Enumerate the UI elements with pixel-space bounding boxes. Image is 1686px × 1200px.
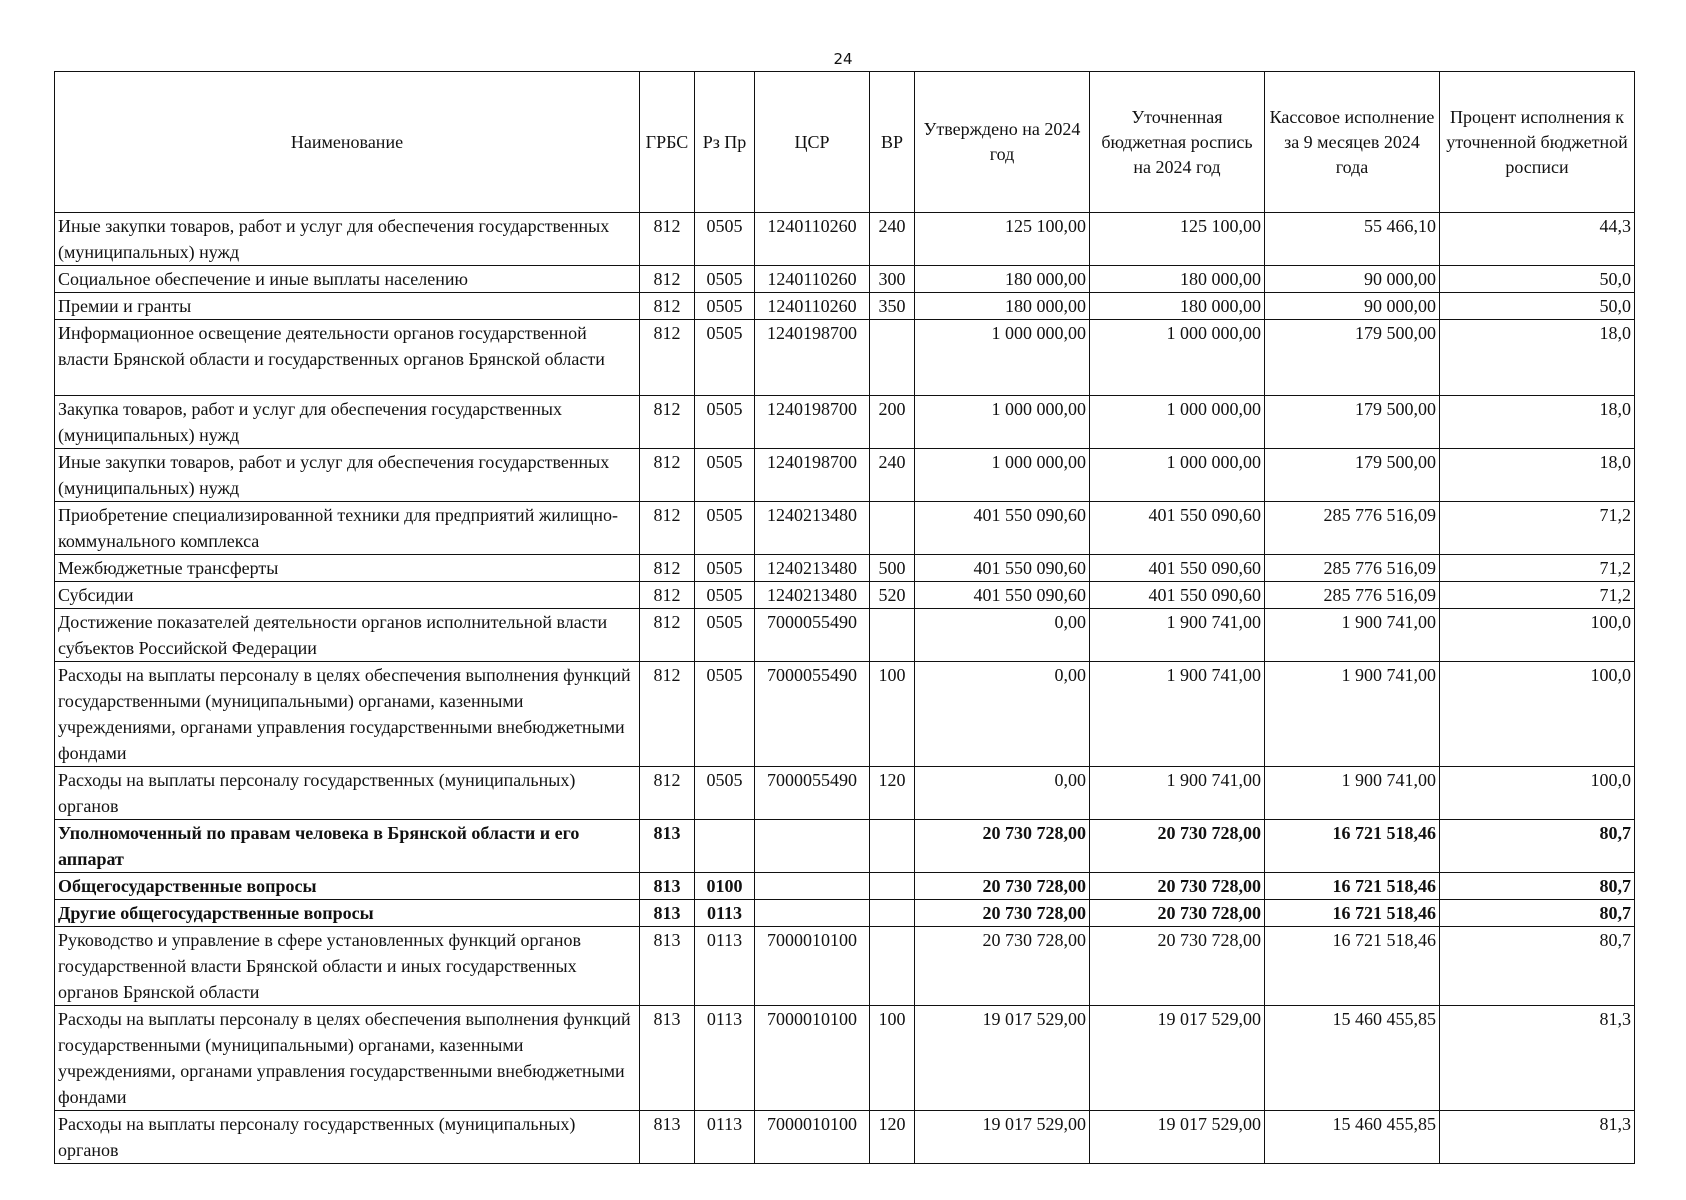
row-cash: 16 721 518,46 <box>1265 873 1440 900</box>
row-vr: 520 <box>870 582 915 609</box>
row-rzpr: 0505 <box>695 293 755 320</box>
row-percent: 50,0 <box>1440 266 1635 293</box>
row-cash: 1 900 741,00 <box>1265 609 1440 662</box>
row-refined: 401 550 090,60 <box>1090 582 1265 609</box>
row-cash: 90 000,00 <box>1265 293 1440 320</box>
row-grbs: 813 <box>640 1006 695 1111</box>
table-row <box>55 900 1635 927</box>
row-approved: 401 550 090,60 <box>915 582 1090 609</box>
row-approved: 125 100,00 <box>915 213 1090 266</box>
header-csr: ЦСР <box>755 72 870 213</box>
row-name: Расходы на выплаты персоналу государственных (муниципальных) органов <box>55 1111 640 1164</box>
row-percent: 18,0 <box>1440 396 1635 449</box>
row-percent: 80,7 <box>1440 820 1635 873</box>
row-vr <box>870 609 915 662</box>
row-name: Другие общегосударственные вопросы <box>55 900 640 927</box>
row-cash: 179 500,00 <box>1265 320 1440 396</box>
row-rzpr: 0113 <box>695 1111 755 1164</box>
budget-execution-table <box>54 71 1635 1164</box>
row-refined: 19 017 529,00 <box>1090 1111 1265 1164</box>
row-percent: 18,0 <box>1440 449 1635 502</box>
row-name: Иные закупки товаров, работ и услуг для обеспечения государственных (муниципальных) нужд <box>55 213 640 266</box>
row-vr: 100 <box>870 662 915 767</box>
row-grbs: 812 <box>640 320 695 396</box>
row-refined: 180 000,00 <box>1090 266 1265 293</box>
row-rzpr: 0505 <box>695 396 755 449</box>
row-approved: 20 730 728,00 <box>915 927 1090 1006</box>
row-vr: 500 <box>870 555 915 582</box>
row-rzpr: 0505 <box>695 555 755 582</box>
row-grbs: 812 <box>640 396 695 449</box>
row-cash: 1 900 741,00 <box>1265 767 1440 820</box>
row-grbs: 812 <box>640 502 695 555</box>
table-row <box>55 293 1635 320</box>
row-vr <box>870 873 915 900</box>
row-refined: 1 000 000,00 <box>1090 396 1265 449</box>
table-row <box>55 927 1635 1006</box>
row-name: Премии и гранты <box>55 293 640 320</box>
row-rzpr: 0100 <box>695 873 755 900</box>
row-percent: 81,3 <box>1440 1111 1635 1164</box>
row-cash: 16 721 518,46 <box>1265 900 1440 927</box>
header-approved: Утверждено на 2024 год <box>915 72 1090 213</box>
header-grbs: ГРБС <box>640 72 695 213</box>
table-row <box>55 213 1635 266</box>
row-csr: 7000055490 <box>755 662 870 767</box>
row-refined: 20 730 728,00 <box>1090 820 1265 873</box>
row-rzpr: 0113 <box>695 1006 755 1111</box>
row-grbs: 812 <box>640 609 695 662</box>
row-rzpr: 0505 <box>695 582 755 609</box>
row-vr <box>870 320 915 396</box>
row-refined: 1 900 741,00 <box>1090 767 1265 820</box>
row-refined: 401 550 090,60 <box>1090 502 1265 555</box>
row-grbs: 813 <box>640 927 695 1006</box>
row-approved: 0,00 <box>915 609 1090 662</box>
row-cash: 179 500,00 <box>1265 396 1440 449</box>
row-vr <box>870 820 915 873</box>
row-approved: 401 550 090,60 <box>915 502 1090 555</box>
row-vr: 300 <box>870 266 915 293</box>
row-cash: 1 900 741,00 <box>1265 662 1440 767</box>
row-grbs: 813 <box>640 900 695 927</box>
row-cash: 16 721 518,46 <box>1265 820 1440 873</box>
row-rzpr: 0113 <box>695 900 755 927</box>
row-grbs: 812 <box>640 266 695 293</box>
row-refined: 401 550 090,60 <box>1090 555 1265 582</box>
row-approved: 19 017 529,00 <box>915 1006 1090 1111</box>
row-grbs: 812 <box>640 662 695 767</box>
row-refined: 1 000 000,00 <box>1090 449 1265 502</box>
row-vr <box>870 900 915 927</box>
row-grbs: 813 <box>640 820 695 873</box>
row-approved: 19 017 529,00 <box>915 1111 1090 1164</box>
row-csr: 1240213480 <box>755 502 870 555</box>
row-cash: 90 000,00 <box>1265 266 1440 293</box>
table-row <box>55 609 1635 662</box>
row-percent: 18,0 <box>1440 320 1635 396</box>
row-cash: 15 460 455,85 <box>1265 1111 1440 1164</box>
row-name: Межбюджетные трансферты <box>55 555 640 582</box>
row-cash: 15 460 455,85 <box>1265 1006 1440 1111</box>
row-name: Иные закупки товаров, работ и услуг для обеспечения государственных (муниципальных) нужд <box>55 449 640 502</box>
row-csr: 1240213480 <box>755 555 870 582</box>
row-percent: 100,0 <box>1440 609 1635 662</box>
row-percent: 100,0 <box>1440 662 1635 767</box>
row-rzpr: 0505 <box>695 449 755 502</box>
row-refined: 19 017 529,00 <box>1090 1006 1265 1111</box>
row-name: Социальное обеспечение и иные выплаты населению <box>55 266 640 293</box>
row-rzpr: 0505 <box>695 609 755 662</box>
row-csr: 7000010100 <box>755 1006 870 1111</box>
header-rzpr: Рз Пр <box>695 72 755 213</box>
row-approved: 20 730 728,00 <box>915 900 1090 927</box>
row-approved: 180 000,00 <box>915 266 1090 293</box>
row-cash: 179 500,00 <box>1265 449 1440 502</box>
row-percent: 81,3 <box>1440 1006 1635 1111</box>
row-approved: 20 730 728,00 <box>915 873 1090 900</box>
page-number: 24 <box>833 50 853 68</box>
row-refined: 20 730 728,00 <box>1090 873 1265 900</box>
row-cash: 285 776 516,09 <box>1265 502 1440 555</box>
row-approved: 401 550 090,60 <box>915 555 1090 582</box>
row-refined: 20 730 728,00 <box>1090 900 1265 927</box>
row-grbs: 812 <box>640 582 695 609</box>
header-percent: Процент исполнения к уточненной бюджетной росписи <box>1440 72 1635 213</box>
row-rzpr: 0505 <box>695 266 755 293</box>
row-percent: 71,2 <box>1440 582 1635 609</box>
row-rzpr: 0505 <box>695 662 755 767</box>
row-csr: 1240110260 <box>755 293 870 320</box>
table-row <box>55 767 1635 820</box>
row-csr: 1240198700 <box>755 396 870 449</box>
row-name: Расходы на выплаты персоналу в целях обеспечения выполнения функций государственными (муниципальными) органами, казенными учреждениями, органами управления государственными внебюджетными фондами <box>55 662 640 767</box>
row-name: Информационное освещение деятельности органов государственной власти Брянской области и государственных органов Брянской области <box>55 320 640 396</box>
row-vr <box>870 927 915 1006</box>
row-approved: 0,00 <box>915 662 1090 767</box>
row-cash: 16 721 518,46 <box>1265 927 1440 1006</box>
row-name: Общегосударственные вопросы <box>55 873 640 900</box>
row-rzpr: 0505 <box>695 767 755 820</box>
row-grbs: 812 <box>640 293 695 320</box>
row-csr: 7000055490 <box>755 609 870 662</box>
table-row <box>55 873 1635 900</box>
row-name: Закупка товаров, работ и услуг для обеспечения государственных (муниципальных) нужд <box>55 396 640 449</box>
row-approved: 1 000 000,00 <box>915 449 1090 502</box>
row-refined: 1 900 741,00 <box>1090 662 1265 767</box>
table-row <box>55 449 1635 502</box>
row-vr <box>870 502 915 555</box>
row-refined: 1 900 741,00 <box>1090 609 1265 662</box>
row-percent: 71,2 <box>1440 555 1635 582</box>
row-rzpr <box>695 820 755 873</box>
row-csr: 1240110260 <box>755 213 870 266</box>
row-rzpr: 0505 <box>695 502 755 555</box>
row-cash: 285 776 516,09 <box>1265 582 1440 609</box>
row-approved: 180 000,00 <box>915 293 1090 320</box>
row-vr: 200 <box>870 396 915 449</box>
row-vr: 120 <box>870 767 915 820</box>
table-row <box>55 662 1635 767</box>
table-row <box>55 396 1635 449</box>
row-grbs: 812 <box>640 213 695 266</box>
table-row <box>55 1006 1635 1111</box>
row-percent: 71,2 <box>1440 502 1635 555</box>
header-cash: Кассовое исполнение за 9 месяцев 2024 года <box>1265 72 1440 213</box>
row-vr: 240 <box>870 449 915 502</box>
row-name: Субсидии <box>55 582 640 609</box>
row-csr: 1240213480 <box>755 582 870 609</box>
row-csr <box>755 873 870 900</box>
row-csr <box>755 900 870 927</box>
table-row <box>55 582 1635 609</box>
row-grbs: 813 <box>640 1111 695 1164</box>
row-vr: 120 <box>870 1111 915 1164</box>
row-csr: 1240198700 <box>755 449 870 502</box>
row-cash: 55 466,10 <box>1265 213 1440 266</box>
row-csr: 7000010100 <box>755 1111 870 1164</box>
row-rzpr: 0505 <box>695 213 755 266</box>
row-grbs: 813 <box>640 873 695 900</box>
row-name: Руководство и управление в сфере установленных функций органов государственной власти Брянской области и иных государственных органов Брянской области <box>55 927 640 1006</box>
row-name: Приобретение специализированной техники для предприятий жилищно-коммунального комплекса <box>55 502 640 555</box>
row-name: Расходы на выплаты персоналу государственных (муниципальных) органов <box>55 767 640 820</box>
table-header-row <box>55 72 1635 213</box>
row-cash: 285 776 516,09 <box>1265 555 1440 582</box>
row-percent: 100,0 <box>1440 767 1635 820</box>
row-vr: 240 <box>870 213 915 266</box>
header-vr: ВР <box>870 72 915 213</box>
header-refined: Уточненная бюджетная роспись на 2024 год <box>1090 72 1265 213</box>
row-percent: 44,3 <box>1440 213 1635 266</box>
row-csr: 1240198700 <box>755 320 870 396</box>
table-row <box>55 266 1635 293</box>
row-refined: 20 730 728,00 <box>1090 927 1265 1006</box>
row-csr: 7000055490 <box>755 767 870 820</box>
row-percent: 80,7 <box>1440 900 1635 927</box>
table-row <box>55 502 1635 555</box>
table-row <box>55 1111 1635 1164</box>
row-csr <box>755 820 870 873</box>
row-vr: 100 <box>870 1006 915 1111</box>
row-approved: 0,00 <box>915 767 1090 820</box>
row-name: Уполномоченный по правам человека в Брянской области и его аппарат <box>55 820 640 873</box>
table-row <box>55 820 1635 873</box>
row-approved: 20 730 728,00 <box>915 820 1090 873</box>
row-percent: 80,7 <box>1440 873 1635 900</box>
row-refined: 125 100,00 <box>1090 213 1265 266</box>
row-grbs: 812 <box>640 555 695 582</box>
row-rzpr: 0505 <box>695 320 755 396</box>
row-approved: 1 000 000,00 <box>915 396 1090 449</box>
table-row <box>55 320 1635 396</box>
row-approved: 1 000 000,00 <box>915 320 1090 396</box>
row-csr: 1240110260 <box>755 266 870 293</box>
row-grbs: 812 <box>640 449 695 502</box>
row-rzpr: 0113 <box>695 927 755 1006</box>
row-vr: 350 <box>870 293 915 320</box>
row-refined: 1 000 000,00 <box>1090 320 1265 396</box>
header-name: Наименование <box>55 72 640 213</box>
table-row <box>55 555 1635 582</box>
row-csr: 7000010100 <box>755 927 870 1006</box>
row-percent: 50,0 <box>1440 293 1635 320</box>
row-refined: 180 000,00 <box>1090 293 1265 320</box>
row-name: Расходы на выплаты персоналу в целях обеспечения выполнения функций государственными (муниципальными) органами, казенными учреждениями, органами управления государственными внебюджетными фондами <box>55 1006 640 1111</box>
row-percent: 80,7 <box>1440 927 1635 1006</box>
row-grbs: 812 <box>640 767 695 820</box>
row-name: Достижение показателей деятельности органов исполнительной власти субъектов Российской Федерации <box>55 609 640 662</box>
